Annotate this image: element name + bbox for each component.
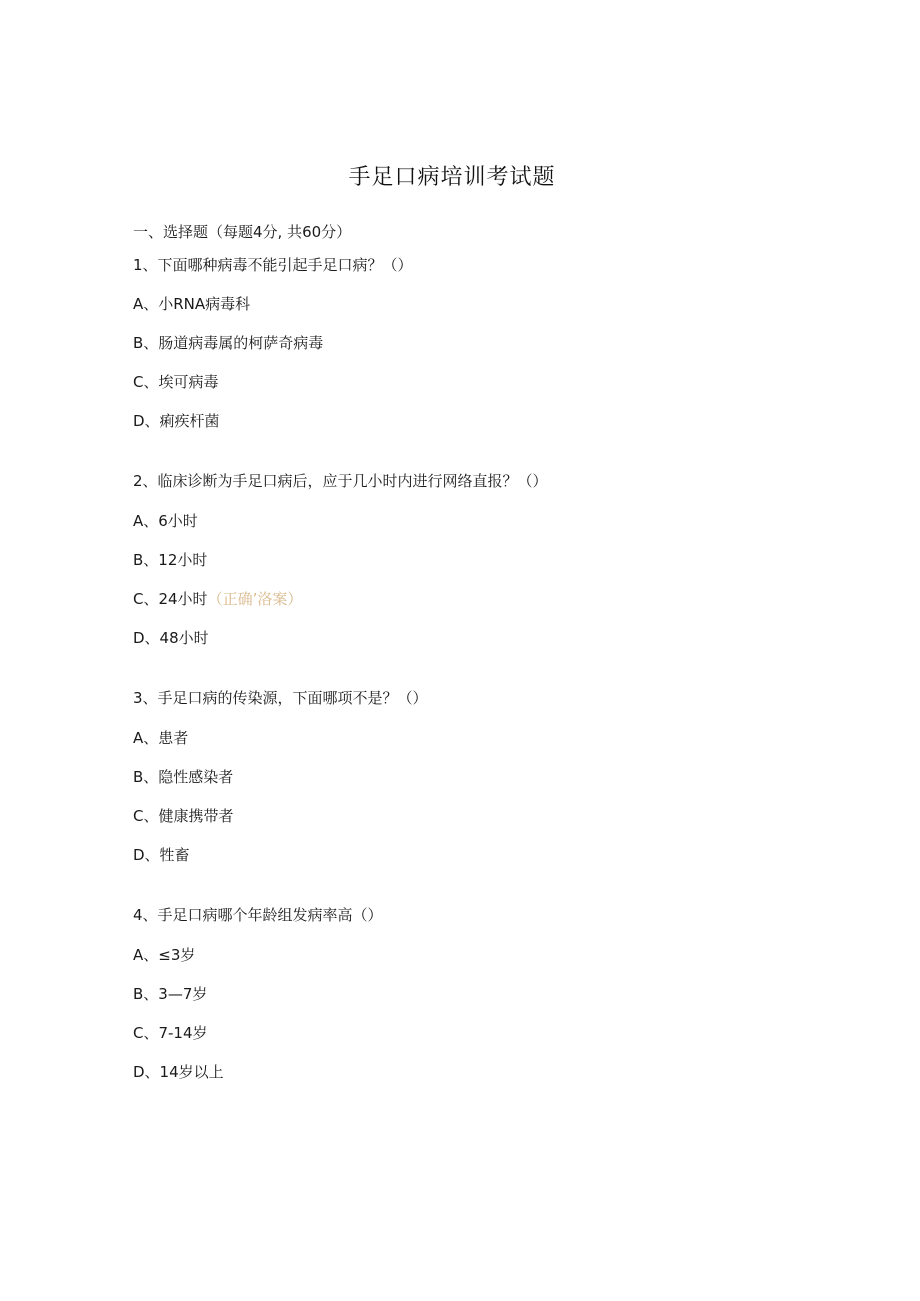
question-stem-2: 2、临床诊断为手足口病后，应于几小时内进行网络直报？（） (133, 472, 548, 490)
section-heading: 一、选择题（每题4分, 共60分） (133, 223, 352, 241)
question-2-option-b: B、12小时 (133, 551, 208, 569)
question-1-option-d: D、痢疾杆菌 (133, 412, 220, 430)
question-4-option-d: D、14岁以上 (133, 1063, 224, 1081)
question-stem-3: 3、手足口病的传染源，下面哪项不是？（） (133, 689, 428, 707)
question-3-option-a: A、患者 (133, 729, 189, 747)
question-2-option-d: D、48小时 (133, 629, 209, 647)
question-3-option-b: B、隐性感染者 (133, 768, 234, 786)
question-2-option-c: C、24小时 (133, 590, 208, 608)
page-title: 手足口病培训考试题 (348, 165, 556, 190)
question-1-option-a: A、小RNA病毒科 (133, 295, 251, 313)
question-4-option-a: A、≤3岁 (133, 946, 196, 964)
question-stem-1: 1、下面哪种病毒不能引起手足口病？（） (133, 256, 413, 274)
question-1-option-b: B、肠道病毒属的柯萨奇病毒 (133, 334, 324, 352)
question-1-option-c: C、埃可病毒 (133, 373, 219, 391)
question-4-option-b: B、3—7岁 (133, 985, 208, 1003)
question-2-option-a: A、6小时 (133, 512, 198, 530)
question-stem-4: 4、手足口病哪个年龄组发病率高（） (133, 906, 383, 924)
question-3-option-c: C、健康携带者 (133, 807, 234, 825)
question-4-option-c: C、7-14岁 (133, 1024, 208, 1042)
correct-answer-note: （正确’洛案） (207, 590, 303, 608)
question-2-option-c-row (133, 589, 302, 609)
question-3-option-d: D、牲畜 (133, 846, 190, 864)
